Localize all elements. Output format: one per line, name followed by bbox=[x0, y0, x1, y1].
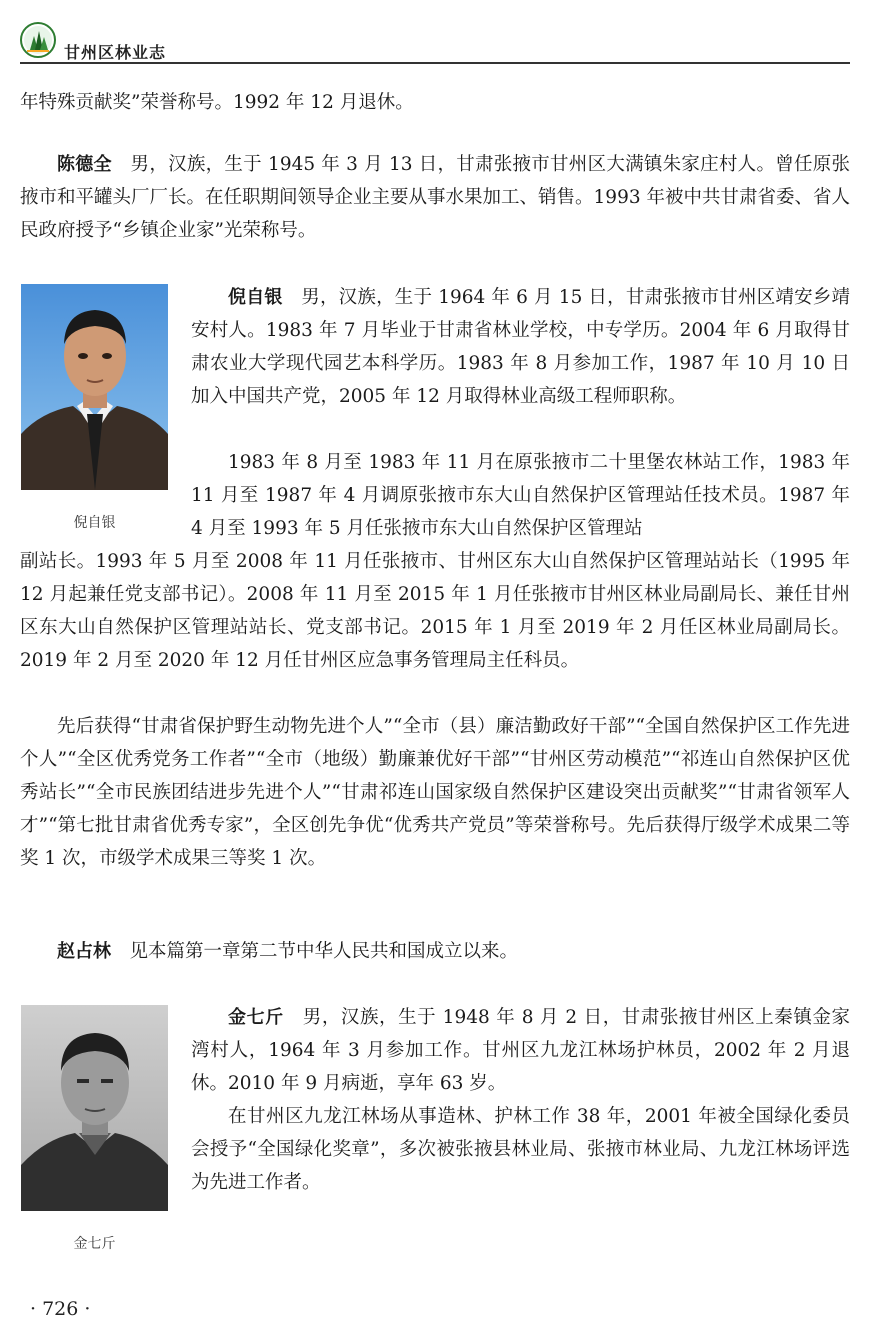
bio-chen-dequan bbox=[20, 148, 850, 247]
photo-caption: 金七斤 bbox=[73, 1236, 116, 1252]
bio-ni-ziyin-part2: 1983 年 8 月至 1983 年 11 月在原张掖市二十里堡农林站工作，1983 年 11 月至 1987 年 4 月调原张掖市东大山自然保护区管理站任技术员。1987 年 4 月至 1993 年 5 月任张掖市东大山自然保护区管理站 bbox=[191, 452, 850, 539]
header-rule bbox=[20, 62, 850, 64]
bio-ni-ziyin-honors: 先后获得“甘肃省保护野生动物先进个人”“全市（县）廉洁勤政好干部”“全国自然保护区工作先进个人”“全区优秀党务工作者”“全市（地级）勤廉兼优好干部”“甘州区劳动模范”“祁连山自然保护区优秀站长”“全市民族团结进步先进个人”“甘肃祁连山国家级自然保护区建设突出贡献奖”“甘肃省领军人才”“第七批甘肃省优秀专家”，全区创先争优“优秀共产党员”等荣誉称号。先后获得厅级学术成果二等奖 1 次，市级学术成果三等奖 1 次。 bbox=[20, 716, 850, 869]
portrait-photo-icon bbox=[21, 284, 168, 490]
bio-jin-qijin-part1 bbox=[191, 1001, 850, 1100]
book-title: 甘州区林业志 bbox=[64, 43, 167, 62]
page-number: · 726 · bbox=[30, 1298, 91, 1320]
person-name: 赵占林 bbox=[57, 941, 111, 962]
person-name: 金七斤 bbox=[228, 1007, 284, 1028]
person-name: 陈德全 bbox=[57, 154, 112, 175]
bio-text: 男，汉族，生于 1964 年 6 月 15 日，甘肃张掖市甘州区靖安乡靖安村人。1983 年 7 月毕业于甘肃省林业学校，中专学历。2004 年 6 月取得甘肃农业大学现代园艺本科学历。1983 年 8 月参加工作，1987 年 10 月 10 日加入中国共产党，2005 年 12 月取得林业高级工程师职称。 bbox=[191, 287, 850, 407]
person-name: 倪自银 bbox=[228, 287, 283, 308]
bio-jin-qijin-part2: 在甘州区九龙江林场从事造林、护林工作 38 年，2001 年被全国绿化委员会授予“全国绿化奖章”，多次被张掖县林业局、张掖市林业局、九龙江林场评选为先进工作者。 bbox=[191, 1106, 850, 1193]
bio-zhao-zhanlin bbox=[20, 935, 850, 968]
bio-text: 见本篇第一章第二节中华人民共和国成立以来。 bbox=[129, 941, 519, 962]
forest-logo-icon bbox=[20, 22, 56, 58]
page-header bbox=[20, 20, 850, 64]
bio-text: 男，汉族，生于 1945 年 3 月 13 日，甘肃张掖市甘州区大满镇朱家庄村人。曾任原张掖市和平罐头厂厂长。在任职期间领导企业主要从事水果加工、销售。1993 年被中共甘肃省委、省人民政府授予“乡镇企业家”光荣称号。 bbox=[20, 154, 850, 241]
portrait-jin-qijin bbox=[21, 1005, 168, 1211]
continuation-paragraph: 年特殊贡献奖”荣誉称号。1992 年 12 月退休。 bbox=[20, 92, 414, 113]
portrait-photo-icon bbox=[21, 1005, 168, 1211]
photo-caption: 倪自银 bbox=[73, 515, 116, 531]
portrait-ni-ziyin bbox=[21, 284, 168, 490]
bio-ni-ziyin-part3: 副站长。1993 年 5 月至 2008 年 11 月任张掖市、甘州区东大山自然保护区管理站站长（1995 年 12 月起兼任党支部书记）。2008 年 11 月至 2015 年 1 月任张掖市甘州区林业局副局长、兼任甘州区东大山自然保护区管理站站长、党支部书记。2015 年 1 月至 2019 年 2 月任区林业局副局长。2019 年 2 月至 2020 年 12 月任甘州区应急事务管理局主任科员。 bbox=[20, 551, 850, 671]
bio-text: 男，汉族，生于 1948 年 8 月 2 日，甘肃张掖甘州区上秦镇金家湾村人，1964 年 3 月参加工作。甘州区九龙江林场护林员，2002 年 2 月退休。2010 年 9 月病逝，享年 63 岁。 bbox=[191, 1007, 850, 1094]
bio-ni-ziyin-part1 bbox=[191, 281, 850, 413]
